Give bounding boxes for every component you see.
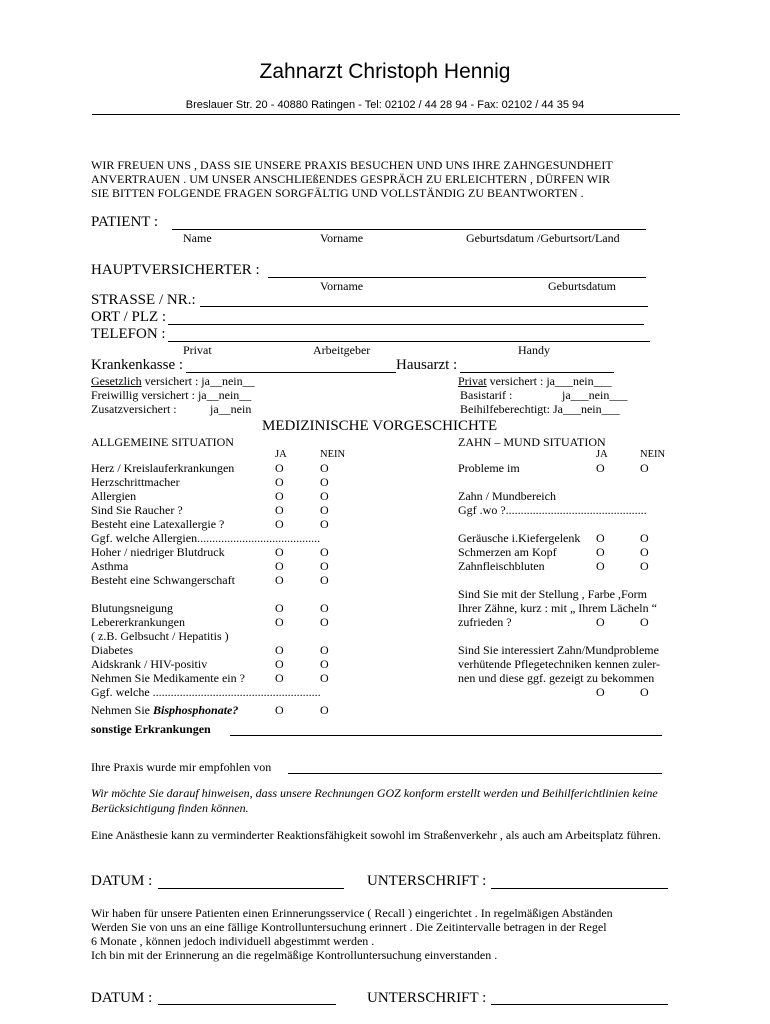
item-schmerzen: Schmerzen am Kopf bbox=[458, 545, 557, 559]
unterschrift-input-line-1[interactable] bbox=[491, 888, 668, 889]
asthma-ja-option[interactable]: O bbox=[275, 559, 284, 573]
empfohlen-input-line[interactable] bbox=[288, 773, 662, 774]
bisphos-ja-option[interactable]: O bbox=[275, 703, 284, 717]
probleme-nein-option[interactable]: O bbox=[640, 461, 649, 475]
blutung-ja-option[interactable]: O bbox=[275, 601, 284, 615]
recall-line-3: 6 Monate , können jedoch individuell abgestimmt werden . bbox=[91, 934, 375, 948]
bisphos-nein-option[interactable]: O bbox=[320, 703, 329, 717]
zahnfleisch-ja-option[interactable]: O bbox=[596, 559, 605, 573]
hv-sub-geburt: Geburtsdatum bbox=[548, 279, 616, 293]
hiv-ja-option[interactable]: O bbox=[275, 657, 284, 671]
gesetzlich-word: Gesetzlich bbox=[91, 374, 142, 388]
raucher-nein-option[interactable]: O bbox=[320, 503, 329, 517]
gesetzlich-rest: versichert : ja__nein__ bbox=[141, 374, 255, 388]
item-asthma: Asthma bbox=[91, 559, 129, 573]
item-hiv: Aidskrank / HIV-positiv bbox=[91, 657, 208, 671]
schmerzen-nein-option[interactable]: O bbox=[640, 545, 649, 559]
hausarzt-label: Hausarzt : bbox=[396, 357, 458, 373]
intro-line-1: WIR FREUEN UNS , DASS SIE UNSERE PRAXIS BESUCHEN UND UNS IHRE ZAHNGESUNDHEIT bbox=[91, 158, 613, 172]
empfohlen-label: Ihre Praxis wurde mir empfohlen von bbox=[91, 760, 272, 774]
recall-line-4: Ich bin mit der Erinnerung an die regelmäßige Kontrolluntersuchung einverstanden . bbox=[91, 948, 498, 962]
item-ggf-allergien: Ggf. welche Allergien......................................... bbox=[91, 531, 321, 545]
header-rule bbox=[92, 114, 680, 115]
intro-line-2: ANVERTRAUEN . UM UNSER ANSCHLIEßENDES GESPRÄCH ZU ERLEICHTERN , DÜRFEN WIR bbox=[91, 172, 611, 186]
item-herzschrittmacher: Herzschrittmacher bbox=[91, 475, 180, 489]
telefon-sub-arbeitgeber: Arbeitgeber bbox=[313, 343, 371, 357]
unterschrift-label-2: UNTERSCHRIFT : bbox=[367, 990, 487, 1006]
item-ggf-welche: Ggf. welche ........................................................ bbox=[91, 685, 321, 699]
medikamente-nein-option[interactable]: O bbox=[320, 671, 329, 685]
diabetes-nein-option[interactable]: O bbox=[320, 643, 329, 657]
practice-title: Zahnarzt Christoph Hennig bbox=[259, 60, 511, 83]
patient-label: PATIENT : bbox=[91, 214, 159, 230]
latex-ja-option[interactable]: O bbox=[275, 517, 284, 531]
bisphos-prefix: Nehmen Sie bbox=[91, 703, 153, 717]
medical-heading: MEDIZINISCHE VORGESCHICHTE bbox=[262, 418, 498, 434]
basistarif-label: Basistarif : bbox=[460, 388, 513, 402]
item-herz: Herz / Kreislauferkrankungen bbox=[91, 461, 235, 475]
left-ja-header: JA bbox=[275, 449, 287, 460]
schwanger-ja-option[interactable]: O bbox=[275, 573, 284, 587]
allergien-nein-option[interactable]: O bbox=[320, 489, 329, 503]
allergien-ja-option[interactable]: O bbox=[275, 489, 284, 503]
herz-ja-option[interactable]: O bbox=[275, 461, 284, 475]
recall-line-1: Wir haben für unsere Patienten einen Erinnerungsservice ( Recall ) eingerichtet . In regelmäßigen Abständen bbox=[91, 906, 613, 920]
schrittmacher-nein-option[interactable]: O bbox=[320, 475, 329, 489]
datum-input-line-2[interactable] bbox=[158, 1004, 336, 1005]
herz-nein-option[interactable]: O bbox=[320, 461, 329, 475]
sonstige-input-line[interactable] bbox=[230, 735, 662, 736]
unterschrift-label-1: UNTERSCHRIFT : bbox=[367, 873, 487, 889]
zusatzversichert-value: ja__nein bbox=[210, 402, 252, 416]
diabetes-ja-option[interactable]: O bbox=[275, 643, 284, 657]
basistarif-value: ja___nein___ bbox=[562, 388, 628, 402]
stellung-ja-option[interactable]: O bbox=[596, 615, 605, 629]
allgemeine-heading: ALLGEMEINE SITUATION bbox=[91, 435, 234, 449]
item-blutdruck: Hoher / niedriger Blutdruck bbox=[91, 545, 225, 559]
gesetzlich-versichert bbox=[91, 374, 255, 389]
datum-input-line-1[interactable] bbox=[158, 888, 344, 889]
right-ja-header: JA bbox=[596, 449, 608, 460]
intro-line-3: SIE BITTEN FOLGENDE FRAGEN SORGFÄLTIG UND VOLLSTÄNDIG ZU BEANTWORTEN . bbox=[91, 186, 584, 200]
item-blutung: Blutungsneigung bbox=[91, 601, 174, 615]
item-pflege-2: verhütende Pflegetechniken kennen zuler- bbox=[458, 657, 661, 671]
krankenkasse-label: Krankenkasse : bbox=[91, 357, 184, 373]
item-pflege-1: Sind Sie interessiert Zahn/Mundprobleme bbox=[458, 643, 659, 657]
patient-sub-name: Name bbox=[183, 231, 212, 245]
item-allergien: Allergien bbox=[91, 489, 137, 503]
item-medikamente: Nehmen Sie Medikamente ein ? bbox=[91, 671, 245, 685]
item-stellung-2: Ihrer Zähne, kurz : mit „ Ihrem Lächeln “ bbox=[458, 601, 657, 615]
pflege-ja-option[interactable]: O bbox=[596, 685, 605, 699]
patient-sub-vorname: Vorname bbox=[320, 231, 364, 245]
item-stellung-1: Sind Sie mit der Stellung , Farbe ,Form bbox=[458, 587, 647, 601]
item-latex: Besteht eine Latexallergie ? bbox=[91, 517, 225, 531]
item-pflege-3: nen und diese ggf. gezeigt zu bekommen bbox=[458, 671, 655, 685]
schmerzen-ja-option[interactable]: O bbox=[596, 545, 605, 559]
hausarzt-input-line[interactable] bbox=[460, 372, 614, 373]
recall-line-2: Werden Sie von uns an eine fällige Kontrolluntersuchung erinnert . Die Zeitintervalle betragen in der Regel bbox=[91, 920, 607, 934]
strasse-input-line[interactable] bbox=[200, 306, 648, 307]
beihilfe-line: Beihilfeberechtigt: Ja___nein___ bbox=[460, 402, 620, 416]
item-raucher: Sind Sie Raucher ? bbox=[91, 503, 183, 517]
schrittmacher-ja-option[interactable]: O bbox=[275, 475, 284, 489]
bisphos-word: Bisphosphonate? bbox=[153, 703, 239, 717]
zusatzversichert-label: Zusatzversichert : bbox=[91, 402, 177, 416]
blutdruck-nein-option[interactable]: O bbox=[320, 545, 329, 559]
blutdruck-ja-option[interactable]: O bbox=[275, 545, 284, 559]
practice-address: Breslauer Str. 20 - 40880 Ratingen - Tel: 02102 / 44 28 94 - Fax: 02102 / 44 35 94 bbox=[185, 99, 585, 111]
item-zahnfleisch: Zahnfleischbluten bbox=[458, 559, 545, 573]
patient-sub-geburt: Geburtsdatum /Geburtsort/Land bbox=[466, 231, 620, 245]
hauptversicherter-label: HAUPTVERSICHERTER : bbox=[91, 262, 260, 278]
medikamente-ja-option[interactable]: O bbox=[275, 671, 284, 685]
geraeusche-ja-option[interactable]: O bbox=[596, 531, 605, 545]
asthma-nein-option[interactable]: O bbox=[320, 559, 329, 573]
probleme-ja-option[interactable]: O bbox=[596, 461, 605, 475]
item-mundbereich: Zahn / Mundbereich bbox=[458, 489, 556, 503]
zahnfleisch-nein-option[interactable]: O bbox=[640, 559, 649, 573]
item-geraeusche: Geräusche i.Kiefergelenk bbox=[458, 531, 581, 545]
telefon-input-line[interactable] bbox=[168, 341, 650, 342]
krankenkasse-input-line[interactable] bbox=[186, 372, 396, 373]
item-bisphosphonate bbox=[91, 703, 238, 718]
telefon-sub-handy: Handy bbox=[518, 343, 550, 357]
leber-nein-option[interactable]: O bbox=[320, 615, 329, 629]
hv-sub-vorname: Vorname bbox=[320, 279, 364, 293]
raucher-ja-option[interactable]: O bbox=[275, 503, 284, 517]
privat-versichert bbox=[458, 374, 612, 389]
hiv-nein-option[interactable]: O bbox=[320, 657, 329, 671]
leber-ja-option[interactable]: O bbox=[275, 615, 284, 629]
unterschrift-input-line-2[interactable] bbox=[491, 1004, 668, 1005]
right-nein-header: NEIN bbox=[640, 449, 666, 460]
strasse-label: STRASSE / NR.: bbox=[91, 292, 196, 308]
privat-rest: versichert : ja___nein___ bbox=[486, 374, 612, 388]
blutung-nein-option[interactable]: O bbox=[320, 601, 329, 615]
hauptversicherter-input-line[interactable] bbox=[268, 277, 646, 278]
item-diabetes: Diabetes bbox=[91, 643, 133, 657]
datum-label-2: DATUM : bbox=[91, 990, 153, 1006]
pflege-nein-option[interactable]: O bbox=[640, 685, 649, 699]
latex-nein-option[interactable]: O bbox=[320, 517, 329, 531]
anaesthesie-note: Eine Anästhesie kann zu verminderter Reaktionsfähigkeit sowohl im Straßenverkehr , als auch am Arbeitsplatz führen. bbox=[91, 828, 661, 842]
left-nein-header: NEIN bbox=[320, 449, 346, 460]
item-ggf-wo: Ggf .wo ?............................................... bbox=[458, 503, 647, 517]
goz-note: Wir möchte Sie darauf hinweisen, dass unsere Rechnungen GOZ konform erstellt werden und Beihilferichtlinien keine Berücksichtigung finden können. bbox=[91, 786, 658, 815]
datum-label-1: DATUM : bbox=[91, 873, 153, 889]
item-gelbsucht: ( z.B. Gelbsucht / Hepatitis ) bbox=[91, 629, 229, 643]
telefon-sub-privat: Privat bbox=[183, 343, 212, 357]
item-schwangerschaft: Besteht eine Schwangerschaft bbox=[91, 573, 235, 587]
ort-label: ORT / PLZ : bbox=[91, 309, 167, 325]
item-probleme: Probleme im bbox=[458, 461, 520, 475]
freiwillig-versichert: Freiwillig versichert : ja__nein__ bbox=[91, 388, 252, 402]
item-stellung-3: zufrieden ? bbox=[458, 615, 512, 629]
zahn-mund-heading: ZAHN – MUND SITUATION bbox=[458, 435, 606, 449]
patient-input-line[interactable] bbox=[172, 229, 646, 230]
privat-word: Privat bbox=[458, 374, 487, 388]
item-leber: Lebererkrankungen bbox=[91, 615, 185, 629]
schwanger-nein-option[interactable]: O bbox=[320, 573, 329, 587]
stellung-nein-option[interactable]: O bbox=[640, 615, 649, 629]
ort-input-line[interactable] bbox=[168, 324, 644, 325]
telefon-label: TELEFON : bbox=[91, 326, 166, 342]
geraeusche-nein-option[interactable]: O bbox=[640, 531, 649, 545]
sonstige-label: sonstige Erkrankungen bbox=[91, 722, 211, 736]
